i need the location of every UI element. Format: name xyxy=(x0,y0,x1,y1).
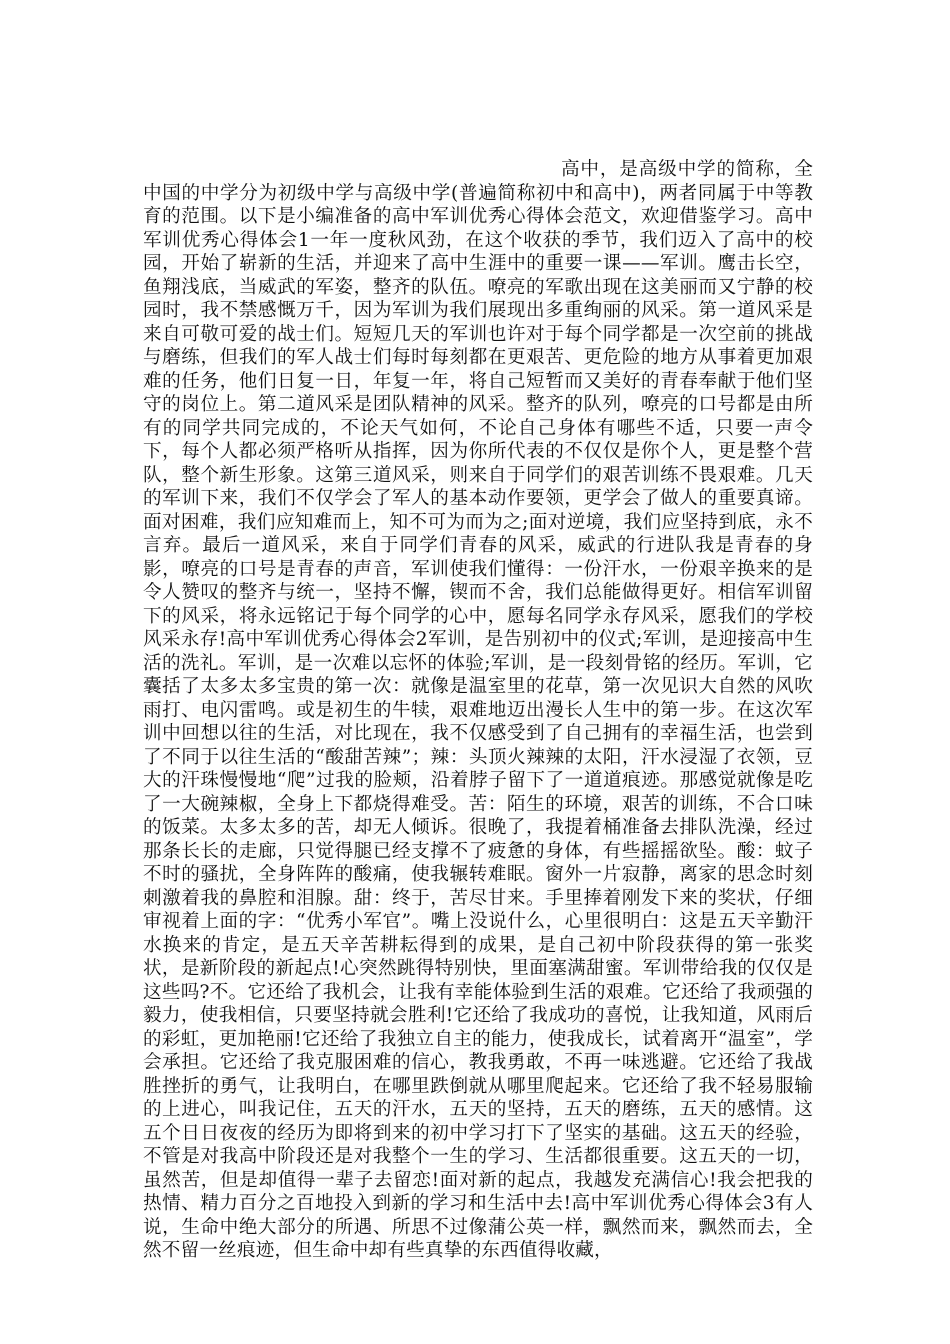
article-body-text: 高中，是高级中学的简称，全中国的中学分为初级中学与高级中学(普遍简称初中和高中)，两者同属于中等教育的范围。以下是小编准备的高中军训优秀心得体会范文，欢迎借鉴学习。高中军训优秀心得体会1一年一度秋风劲，在这个收获的季节，我们迈入了高中的校园，开始了崭新的生活，并迎来了高中生涯中的重要一课——军训。鹰击长空，鱼翔浅底，当威武的军姿，整齐的队伍。嘹亮的军歌出现在这美丽而又宁静的校园时，我不禁感慨万千，因为军训为我们展现出多重绚丽的风采。第一道风采是来自可敬可爱的战士们。短短几天的军训也许对于每个同学都是一次空前的挑战与磨练，但我们的军人战士们每时每刻都在更艰苦、更危险的地方从事着更加艰难的任务，他们日复一日，年复一年，将自己短暂而又美好的青春奉献于他们坚守的岗位上。第二道风采是团队精神的风采。整齐的队列，嘹亮的口号都是由所有的同学共同完成的，不论天气如何，不论自己身体有哪些不适，只要一声令下，每个人都必须严格听从指挥，因为你所代表的不仅仅是你个人，更是整个营队，整个新生形象。这第三道风采，则来自于同学们的艰苦训练不畏艰难。几天的军训下来，我们不仅学会了军人的基本动作要领，更学会了做人的重要真谛。面对困难，我们应知难而上，知不可为而为之;面对逆境，我们应坚持到底，永不言弃。最后一道风采，来自于同学们青春的风采，威武的行进队我是青春的身影，嘹亮的口号是青春的声音，军训使我们懂得：一份汗水，一份艰辛换来的是令人赞叹的整齐与统一，坚持不懈，锲而不舍，我们总能做得更好。相信军训留下的风采，将永远铭记于每个同学的心中，愿每名同学永存风采，愿我们的学校风采永存!高中军训优秀心得体会2军训，是告别初中的仪式;军训，是迎接高中生活的洗礼。军训，是一次难以忘怀的体验;军训，是一段刻骨铭的经历。军训，它囊括了太多太多宝贵的第一次：就像是温室里的花草，第一次见识大自然的风吹雨打、电闪雷鸣。或是初生的牛犊，艰难地迈出漫长人生中的第一步。在这次军训中回想以往的生活，对比现在，我不仅感受到了自己拥有的幸福生活，也尝到了不同于以往生活的“酸甜苦辣”；辣：头顶火辣辣的太阳，汗水浸湿了衣领，豆大的汗珠慢慢地“爬”过我的脸颊，沿着脖子留下了一道道痕迹。那感觉就像是吃了一大碗辣椒，全身上下都烧得难受。苦：陌生的环境，艰苦的训练，不合口味的饭菜。太多太多的苦，却无人倾诉。很晚了，我提着桶准备去排队洗澡，经过那条长长的走廊，只觉得腿已经支撑不了疲惫的身体，有些摇摇欲坠。酸：蚊子不时的骚扰，全身阵阵的酸痛，使我辗转难眠。窗外一片寂静，离家的思念时刻刺激着我的鼻腔和泪腺。甜：终于，苦尽甘来。手里捧着刚发下来的奖状，仔细审视着上面的字：“优秀小军官”。嘴上没说什么，心里很明白：这是五天辛勤汗水换来的肯定，是五天辛苦耕耘得到的成果，是自己初中阶段获得的第一张奖状，是新阶段的新起点!心突然跳得特别快，里面塞满甜蜜。军训带给我的仅仅是这些吗?不。它还给了我机会，让我有幸能体验到生活的艰难。它还给了我顽强的毅力，使我相信，只要坚持就会胜利!它还给了我成功的喜悦，让我知道，风雨后的彩虹，更加艳丽!它还给了我独立自主的能力，使我成长，试着离开“温室”，学会承担。它还给了我克服困难的信心，教我勇敢，不再一味逃避。它还给了我战胜挫折的勇气，让我明白，在哪里跌倒就从哪里爬起来。它还给了我不轻易服输的上进心，叫我记住，五天的汗水，五天的坚持，五天的磨练，五天的感情。这五个日日夜夜的经历为即将到来的初中学习打下了坚实的基础。这五天的经验，不管是对我高中阶段还是对我整个一生的学习、生活都很重要。这五天的一切，虽然苦，但是却值得一辈子去留恋!面对新的起点，我越发充满信心!我会把我的热情、精力百分之百地投入到新的学习和生活中去!高中军训优秀心得体会3有人说，生命中绝大部分的所遇、所思不过像蒲公英一样，飘然而来，飘然而去，全然不留一丝痕迹，但生命中却有些真挚的东西值得收藏， xyxy=(143,159,813,1261)
